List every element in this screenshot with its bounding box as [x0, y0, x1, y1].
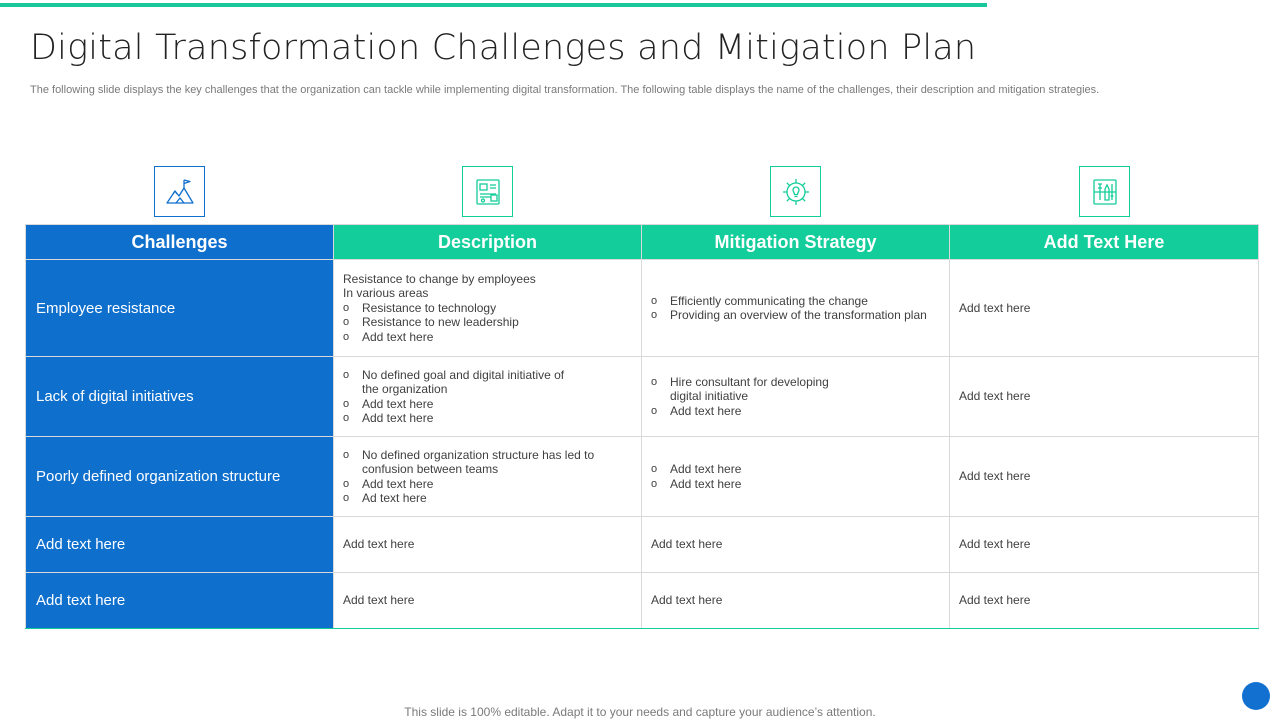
table-row [26, 357, 1259, 437]
tools-icon [1079, 166, 1130, 217]
list-item: o Add text here [343, 411, 632, 426]
description-cell [334, 260, 642, 357]
list-item: o Resistance to technology [343, 301, 632, 316]
list-item: o No defined organization structure has led to confusion between teams [343, 448, 632, 477]
extra-cell: Add text here [950, 260, 1259, 357]
list-item: o Add text here [343, 397, 632, 412]
list-item: o Providing an overview of the transformation plan [651, 308, 940, 323]
table-row [26, 517, 1259, 573]
table-row [26, 437, 1259, 517]
list-item: o Add text here [651, 477, 940, 492]
mitigation-cell [642, 260, 950, 357]
description-cell [334, 437, 642, 517]
description-cell: Add text here [334, 573, 642, 629]
mitigation-list [651, 375, 940, 419]
description-line: In various areas [343, 286, 429, 301]
header-description: Description [334, 225, 642, 260]
list-item: o No defined goal and digital initiative of the organization [343, 368, 632, 397]
top-accent-bar [0, 3, 987, 7]
mitigation-list [651, 462, 940, 491]
extra-cell: Add text here [950, 437, 1259, 517]
list-item: o Add text here [343, 330, 632, 345]
list-item: o Add text here [651, 462, 940, 477]
table-row [26, 260, 1259, 357]
mitigation-cell: Add text here [642, 573, 950, 629]
description-cell: Add text here [334, 517, 642, 573]
list-item: o Add text here [651, 404, 940, 419]
description-line: Resistance to change by employees [343, 271, 536, 286]
slide-subtitle: The following slide displays the key challenges that the organization can tackle while implementing digital transformation. The following table displays the name of the challenges, their description and mitigation strategies. [30, 84, 1100, 96]
corner-dot [1242, 682, 1270, 710]
challenge-cell: Employee resistance [26, 260, 334, 357]
description-list [343, 301, 632, 345]
table-row [26, 573, 1259, 629]
list-item: o Add text here [343, 477, 632, 492]
challenge-cell: Add text here [26, 573, 334, 629]
mitigation-cell [642, 437, 950, 517]
challenge-cell: Lack of digital initiatives [26, 357, 334, 437]
mitigation-cell: Add text here [642, 517, 950, 573]
description-list [343, 448, 632, 506]
extra-cell: Add text here [950, 573, 1259, 629]
description-list [343, 368, 632, 426]
footer-note: This slide is 100% editable. Adapt it to your needs and capture your audience’s attention. [404, 705, 876, 719]
header-challenges: Challenges [26, 225, 334, 260]
list-item: o Ad text here [343, 491, 632, 506]
extra-cell: Add text here [950, 357, 1259, 437]
mitigation-list [651, 294, 940, 323]
list-item: o Hire consultant for developing digital initiative [651, 375, 940, 404]
slide-title: Digital Transformation Challenges and Mitigation Plan [30, 28, 977, 68]
mountain-flag-icon [154, 166, 205, 217]
mitigation-cell [642, 357, 950, 437]
list-item: o Efficiently communicating the change [651, 294, 940, 309]
challenges-table [25, 224, 1259, 629]
header-mitigation-strategy: Mitigation Strategy [642, 225, 950, 260]
extra-cell: Add text here [950, 517, 1259, 573]
list-item: o Resistance to new leadership [343, 315, 632, 330]
challenge-cell: Add text here [26, 517, 334, 573]
description-cell [334, 357, 642, 437]
challenge-cell: Poorly defined organization structure [26, 437, 334, 517]
document-chart-icon [462, 166, 513, 217]
gear-bulb-icon [770, 166, 821, 217]
header-add-text: Add Text Here [950, 225, 1259, 260]
